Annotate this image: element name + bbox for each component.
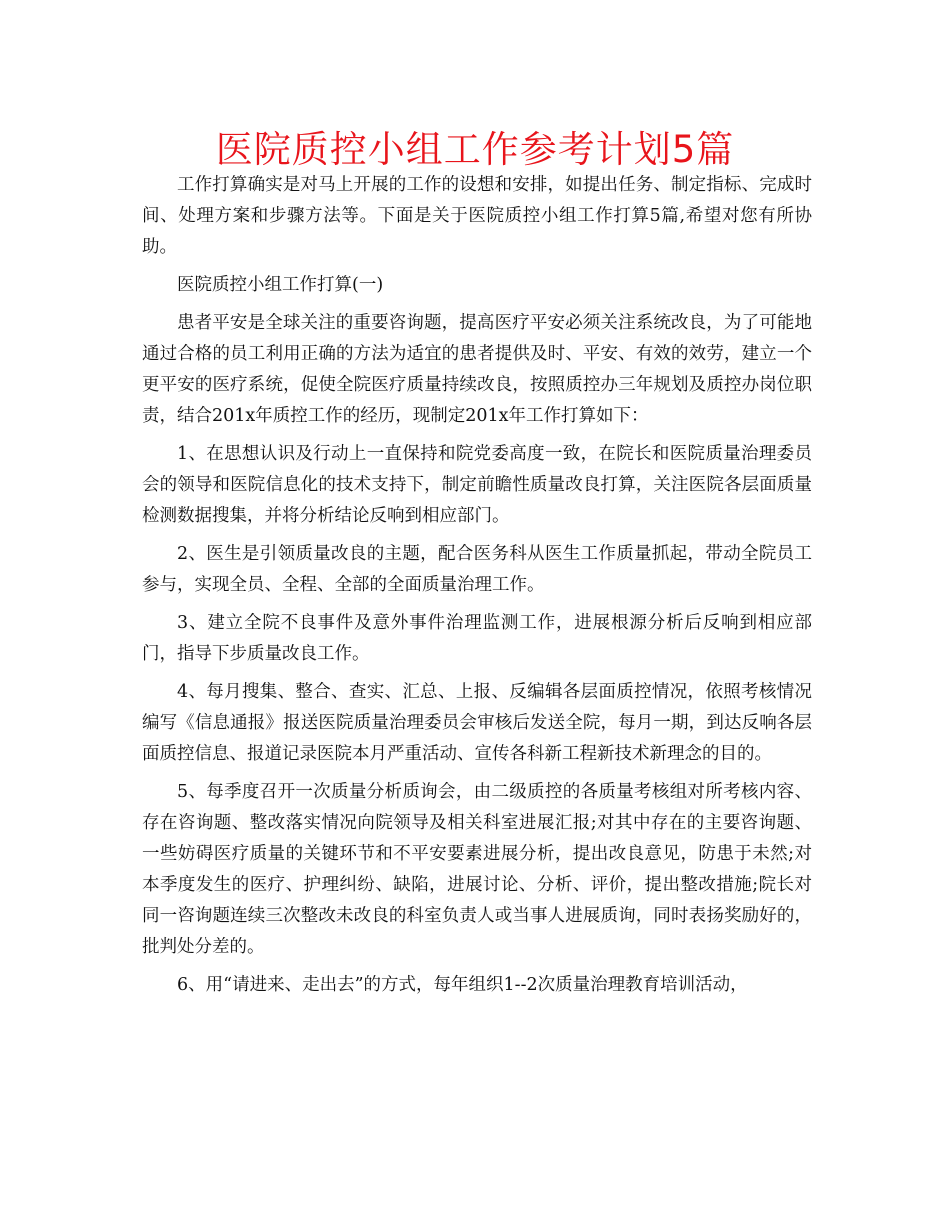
list-item-5: 5、每季度召开一次质量分析质询会，由二级质控的各质量考核组对所考核内容、存在咨询题、整改落实情况向院领导及相关科室进展汇报;对其中存在的主要咨询题、一些妨碍医疗质量的关键环节和不平安要素进展分析，提出改良意见，防患于未然;对本季度发生的医疗、护理纠纷、缺陷，进展讨论、分析、评价，提出整改措施;院长对同一咨询题连续三次整改未改良的科室负责人或当事人进展质询，同时表扬奖励好的，批判处分差的。 <box>142 782 812 957</box>
document-title: 医院质控小组工作参考计划5篇 <box>215 128 735 171</box>
document-body <box>142 170 812 1008</box>
list-item-3: 3、建立全院不良事件及意外事件治理监测工作，进展根源分析后反响到相应部门，指导下步质量改良工作。 <box>142 613 812 664</box>
list-item-6: 6、用“请进来、走出去”的方式，每年组织1--2次质量治理教育培训活动， <box>177 975 748 995</box>
section-heading: 医院质控小组工作打算(一) <box>177 275 384 295</box>
body-paragraph: 患者平安是全球关注的重要咨询题，提高医疗平安必须关注系统改良，为了可能地通过合格的员工利用正确的方法为适宜的患者提供及时、平安、有效的效劳，建立一个更平安的医疗系统，促使全院医疗质量持续改良，按照质控办三年规划及质控办岗位职责，结合201x年质控工作的经历，现制定201x年工作打算如下： <box>142 313 812 426</box>
list-item-1: 1、在思想认识及行动上一直保持和院党委高度一致，在院长和医院质量治理委员会的领导和医院信息化的技术支持下，制定前瞻性质量改良打算，关注医院各层面质量检测数据搜集，并将分析结论反响到相应部门。 <box>142 444 812 526</box>
intro-paragraph: 工作打算确实是对马上开展的工作的设想和安排，如提出任务、制定指标、完成时间、处理方案和步骤方法等。下面是关于医院质控小组工作打算5篇,希望对您有所协助。 <box>142 175 812 257</box>
list-item-2: 2、医生是引领质量改良的主题，配合医务科从医生工作质量抓起，带动全院员工参与，实现全员、全程、全部的全面质量治理工作。 <box>142 544 812 595</box>
list-item-4: 4、每月搜集、整合、查实、汇总、上报、反编辑各层面质控情况，依照考核情况编写《信息通报》报送医院质量治理委员会审核后发送全院，每月一期，到达反响各层面质控信息、报道记录医院本月严重活动、宣传各科新工程新技术新理念的目的。 <box>142 682 812 764</box>
